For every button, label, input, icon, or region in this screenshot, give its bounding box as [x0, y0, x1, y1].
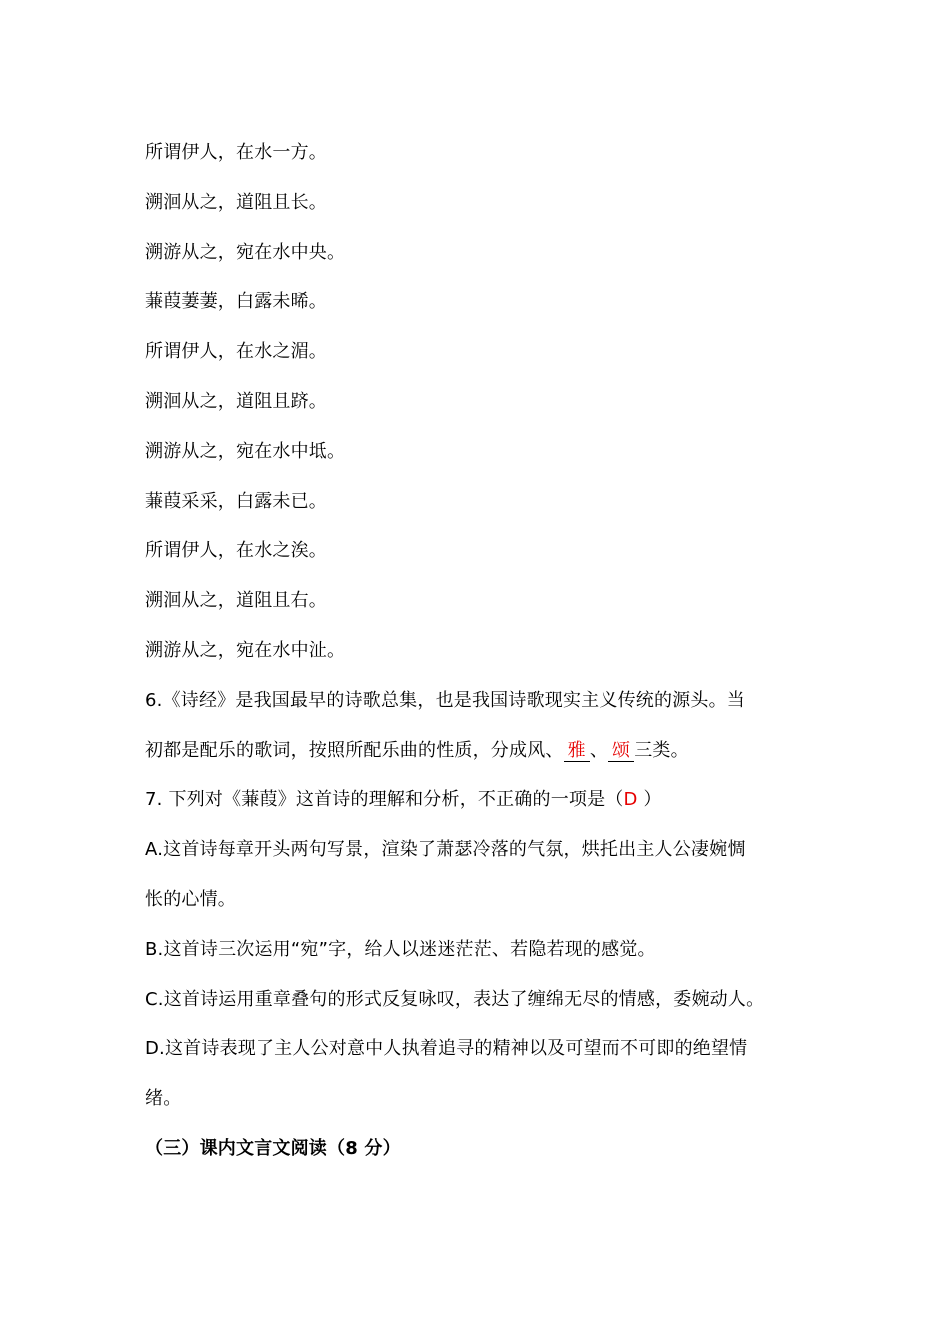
q7-stem-suffix: ）	[637, 789, 662, 811]
section-heading: （三）课内文言文阅读（8 分）	[145, 1137, 401, 1159]
q6-suffix: 三类。	[634, 739, 689, 761]
poem-line: 蒹葭萋萋，白露未晞。	[145, 291, 327, 313]
question-6-line2	[145, 726, 815, 776]
poem-line: 所谓伊人，在水之湄。	[145, 341, 327, 363]
poem-line: 溯洄从之，道阻且右。	[145, 590, 327, 612]
poem-line: 所谓伊人，在水一方。	[145, 142, 327, 163]
poem-line: 溯游从之，宛在水中央。	[145, 241, 346, 263]
poem-line: 溯游从之，宛在水中沚。	[145, 639, 346, 661]
option-a-line1: A.这首诗每章开头两句写景，渲染了萧瑟冷落的气氛，烘托出主人公凄婉惆	[145, 839, 746, 861]
document-page	[145, 128, 815, 1174]
q6-separator: 、	[589, 739, 609, 761]
poem-line: 蒹葭采采，白露未已。	[145, 490, 327, 512]
question-6-line1: 6.《诗经》是我国最早的诗歌总集，也是我国诗歌现实主义传统的源头。当	[145, 689, 745, 711]
q7-stem-prefix: 7. 下列对《蒹葭》这首诗的理解和分析，不正确的一项是（	[145, 789, 624, 811]
q7-answer: D	[623, 789, 638, 811]
option-d-line1: D.这首诗表现了主人公对意中人执着追寻的精神以及可望而不可即的绝望情	[145, 1038, 748, 1060]
option-c: C.这首诗运用重章叠句的形式反复咏叹，表达了缠绵无尽的情感，委婉动人。	[145, 988, 765, 1010]
poem-line: 溯洄从之，道阻且长。	[145, 191, 327, 213]
poem-line: 溯洄从之，道阻且跻。	[145, 390, 327, 412]
question-7-stem	[145, 775, 815, 825]
option-a-line2: 怅的心情。	[145, 888, 236, 910]
option-b: B.这首诗三次运用“宛”字，给人以迷迷茫茫、若隐若现的感觉。	[145, 938, 656, 960]
option-d-line2: 绪。	[145, 1088, 182, 1110]
answer-text-1: 雅	[567, 739, 586, 761]
answer-text-2: 颂	[612, 739, 631, 761]
q6-prefix: 初都是配乐的歌词，按照所配乐曲的性质，分成风、	[145, 739, 564, 761]
poem-line: 所谓伊人，在水之涘。	[145, 540, 327, 562]
answer-blank-1	[564, 741, 590, 762]
poem-line: 溯游从之，宛在水中坻。	[145, 440, 346, 462]
answer-blank-2	[608, 741, 634, 762]
